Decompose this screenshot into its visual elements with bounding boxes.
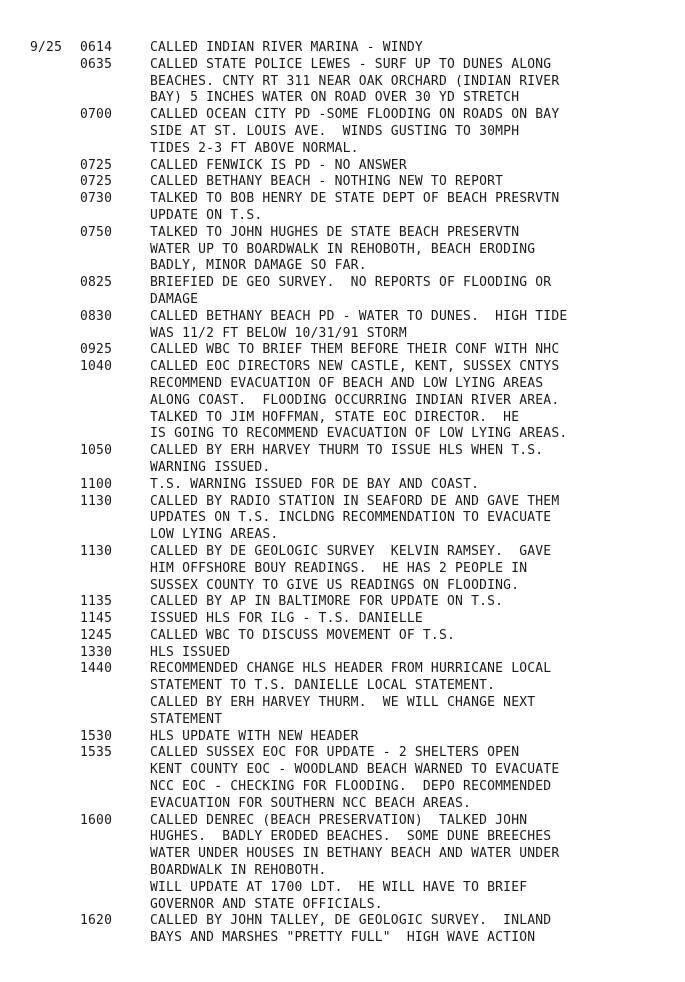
entry-line: WATER UP TO BOARDWALK IN REHOBOTH, BEACH ERODING xyxy=(150,241,536,257)
entry-time: 1530 xyxy=(80,728,113,744)
entry-text xyxy=(150,191,675,225)
entry-line: BOARDWALK IN REHOBOTH. xyxy=(150,863,327,879)
entry-line: TALKED TO BOB HENRY DE STATE DEPT OF BEACH PRESRVTN xyxy=(150,191,560,207)
entry-line: CALLED FENWICK IS PD - NO ANSWER xyxy=(150,157,407,173)
log-entry xyxy=(30,225,675,275)
entry-line: BAY) 5 INCHES WATER ON ROAD OVER 30 YD STRETCH xyxy=(150,90,520,106)
entry-time: 0635 xyxy=(80,56,113,72)
log-entry xyxy=(30,628,675,645)
entry-time: 1620 xyxy=(80,913,113,929)
entry-time: 1245 xyxy=(80,627,113,643)
entry-line: GOVERNOR AND STATE OFFICIALS. xyxy=(150,896,383,912)
entry-line: DAMAGE xyxy=(150,291,199,307)
entry-time: 1040 xyxy=(80,359,113,375)
log-entry xyxy=(30,611,675,628)
entry-date: 9/25 xyxy=(30,40,63,55)
log-entry xyxy=(30,443,675,477)
log-entry xyxy=(30,661,675,728)
entry-text xyxy=(150,225,675,275)
entry-line: RECOMMEND EVACUATION OF BEACH AND LOW LYING AREAS xyxy=(150,375,544,391)
log-entry xyxy=(30,594,675,611)
entry-line: WILL UPDATE AT 1700 LDT. HE WILL HAVE TO BRIEF xyxy=(150,879,528,895)
entry-time: 0730 xyxy=(80,191,113,207)
entry-line: CALLED BY DE GEOLOGIC SURVEY KELVIN RAMSEY. GAVE xyxy=(150,543,552,559)
entry-line: BEACHES. CNTY RT 311 NEAR OAK ORCHARD (INDIAN RIVER xyxy=(150,73,560,89)
entry-line: CALLED BETHANY BEACH PD - WATER TO DUNES. HIGH TIDE xyxy=(150,308,568,324)
entry-text xyxy=(150,913,675,947)
event-log xyxy=(30,40,675,947)
entry-line: CALLED INDIAN RIVER MARINA - WINDY xyxy=(150,40,423,55)
entry-time: 1145 xyxy=(80,611,113,627)
entry-text xyxy=(150,107,675,157)
entry-line: BAYS AND MARSHES "PRETTY FULL" HIGH WAVE ACTION xyxy=(150,930,536,946)
log-entry xyxy=(30,174,675,191)
entry-text xyxy=(150,494,675,544)
entry-line: UPDATE ON T.S. xyxy=(150,207,263,223)
entry-line: TALKED TO JOHN HUGHES DE STATE BEACH PRESERVTN xyxy=(150,224,520,240)
entry-line: HLS UPDATE WITH NEW HEADER xyxy=(150,728,359,744)
log-entry xyxy=(30,359,675,443)
entry-time: 1130 xyxy=(80,493,113,509)
entry-line: EVACUATION FOR SOUTHERN NCC BEACH AREAS. xyxy=(150,795,472,811)
log-entry xyxy=(30,275,675,309)
entry-text xyxy=(150,745,675,812)
entry-line: SIDE AT ST. LOUIS AVE. WINDS GUSTING TO 30MPH xyxy=(150,123,520,139)
entry-time: 1100 xyxy=(80,476,113,492)
log-entry xyxy=(30,40,675,57)
entry-line: BADLY, MINOR DAMAGE SO FAR. xyxy=(150,258,367,274)
entry-time: 1135 xyxy=(80,594,113,610)
entry-line: STATEMENT TO T.S. DANIELLE LOCAL STATEMENT. xyxy=(150,678,496,694)
entry-line: HUGHES. BADLY ERODED BEACHES. SOME DUNE BREECHES xyxy=(150,829,552,845)
entry-line: STATEMENT xyxy=(150,711,223,727)
entry-time: 1130 xyxy=(80,543,113,559)
log-entry xyxy=(30,107,675,157)
entry-line: RECOMMENDED CHANGE HLS HEADER FROM HURRICANE LOCAL xyxy=(150,661,552,677)
entry-time: 1535 xyxy=(80,745,113,761)
entry-line: UPDATES ON T.S. INCLDNG RECOMMENDATION TO EVACUATE xyxy=(150,510,552,526)
log-entry xyxy=(30,477,675,494)
log-entry xyxy=(30,913,675,947)
entry-line: LOW LYING AREAS. xyxy=(150,527,279,543)
entry-line: TALKED TO JIM HOFFMAN, STATE EOC DIRECTOR. HE xyxy=(150,409,520,425)
entry-time: 0830 xyxy=(80,308,113,324)
entry-line: ISSUED HLS FOR ILG - T.S. DANIELLE xyxy=(150,611,423,627)
log-entry xyxy=(30,813,675,914)
entry-line: CALLED BY ERH HARVEY THURM TO ISSUE HLS WHEN T.S. xyxy=(150,443,544,459)
entry-text xyxy=(150,275,675,309)
entry-time: 1600 xyxy=(80,812,113,828)
entry-line: BRIEFIED DE GEO SURVEY. NO REPORTS OF FLOODING OR xyxy=(150,275,552,291)
log-entry xyxy=(30,342,675,359)
entry-text xyxy=(150,729,675,746)
entry-line: CALLED OCEAN CITY PD -SOME FLOODING ON ROADS ON BAY xyxy=(150,107,560,123)
entry-text xyxy=(150,443,675,477)
entry-text xyxy=(150,661,675,728)
entry-line: HIM OFFSHORE BOUY READINGS. HE HAS 2 PEOPLE IN xyxy=(150,560,528,576)
entry-text xyxy=(150,309,675,343)
entry-text xyxy=(150,813,675,914)
entry-line: CALLED BY RADIO STATION IN SEAFORD DE AND GAVE THEM xyxy=(150,493,560,509)
entry-text xyxy=(150,57,675,107)
entry-line: TIDES 2-3 FT ABOVE NORMAL. xyxy=(150,140,359,156)
entry-text xyxy=(150,174,675,191)
log-entry xyxy=(30,745,675,812)
entry-time: 0700 xyxy=(80,107,113,123)
entry-line: CALLED EOC DIRECTORS NEW CASTLE, KENT, SUSSEX CNTYS xyxy=(150,359,560,375)
entry-line: WAS 11/2 FT BELOW 10/31/91 STORM xyxy=(150,325,407,341)
log-entry xyxy=(30,57,675,107)
entry-text xyxy=(150,40,675,57)
entry-text xyxy=(150,594,675,611)
entry-line: CALLED BETHANY BEACH - NOTHING NEW TO REPORT xyxy=(150,174,504,190)
entry-line: ALONG COAST. FLOODING OCCURRING INDIAN RIVER AREA. xyxy=(150,392,560,408)
entry-line: CALLED DENREC (BEACH PRESERVATION) TALKED JOHN xyxy=(150,812,528,828)
entry-line: CALLED BY AP IN BALTIMORE FOR UPDATE ON T.S. xyxy=(150,594,504,610)
log-entry xyxy=(30,729,675,746)
log-entry xyxy=(30,309,675,343)
entry-line: CALLED SUSSEX EOC FOR UPDATE - 2 SHELTERS OPEN xyxy=(150,745,520,761)
log-entry xyxy=(30,544,675,594)
entry-time: 0925 xyxy=(80,342,113,358)
entry-line: T.S. WARNING ISSUED FOR DE BAY AND COAST. xyxy=(150,476,480,492)
entry-line: CALLED WBC TO BRIEF THEM BEFORE THEIR CONF WITH NHC xyxy=(150,342,560,358)
entry-line: WATER UNDER HOUSES IN BETHANY BEACH AND WATER UNDER xyxy=(150,846,560,862)
entry-time: 0750 xyxy=(80,224,113,240)
entry-line: KENT COUNTY EOC - WOODLAND BEACH WARNED TO EVACUATE xyxy=(150,762,560,778)
entry-time: 0825 xyxy=(80,275,113,291)
entry-line: IS GOING TO RECOMMEND EVACUATION OF LOW LYING AREAS. xyxy=(150,426,568,442)
entry-line: CALLED WBC TO DISCUSS MOVEMENT OF T.S. xyxy=(150,627,456,643)
entry-text xyxy=(150,611,675,628)
entry-line: SUSSEX COUNTY TO GIVE US READINGS ON FLOODING. xyxy=(150,577,520,593)
entry-line: HLS ISSUED xyxy=(150,644,231,660)
log-entry xyxy=(30,158,675,175)
entry-text xyxy=(150,342,675,359)
entry-line: CALLED STATE POLICE LEWES - SURF UP TO DUNES ALONG xyxy=(150,56,552,72)
log-entry xyxy=(30,494,675,544)
entry-line: WARNING ISSUED. xyxy=(150,459,271,475)
entry-line: CALLED BY JOHN TALLEY, DE GEOLOGIC SURVEY. INLAND xyxy=(150,913,552,929)
entry-time: 1440 xyxy=(80,661,113,677)
entry-time: 0614 xyxy=(80,40,113,55)
entry-text xyxy=(150,544,675,594)
entry-time: 0725 xyxy=(80,157,113,173)
entry-text xyxy=(150,158,675,175)
entry-line: NCC EOC - CHECKING FOR FLOODING. DEPO RECOMMENDED xyxy=(150,779,552,795)
entry-time: 1050 xyxy=(80,443,113,459)
log-entry xyxy=(30,645,675,662)
log-entry xyxy=(30,191,675,225)
entry-time: 0725 xyxy=(80,174,113,190)
entry-text xyxy=(150,645,675,662)
entry-line: CALLED BY ERH HARVEY THURM. WE WILL CHANGE NEXT xyxy=(150,695,536,711)
entry-text xyxy=(150,628,675,645)
entry-time: 1330 xyxy=(80,644,113,660)
entry-text xyxy=(150,477,675,494)
entry-text xyxy=(150,359,675,443)
